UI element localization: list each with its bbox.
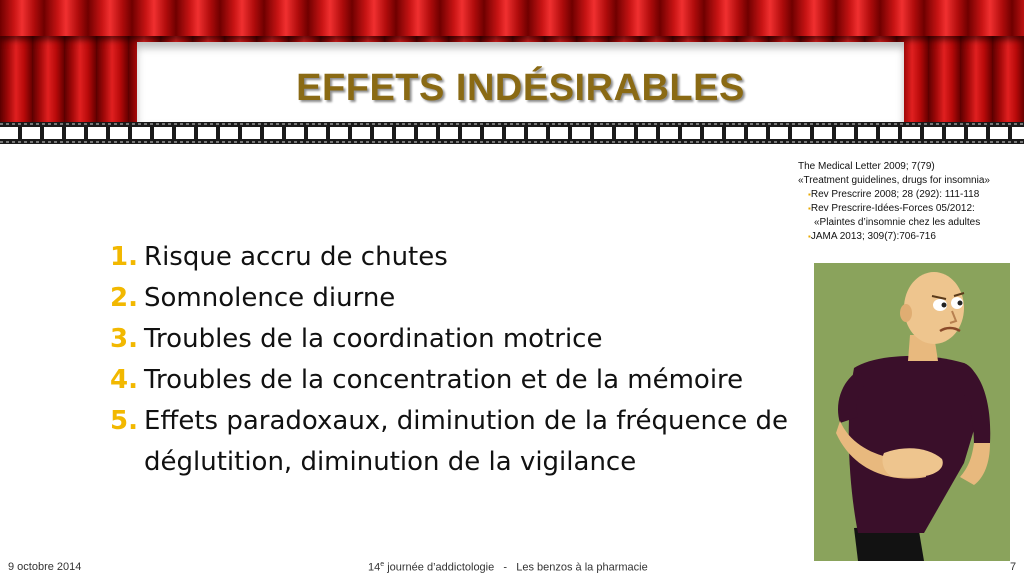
item-number: 2. [110, 283, 138, 313]
side-effects-list [100, 237, 800, 483]
title-panel [137, 42, 904, 122]
reference-line: ▪Rev Prescrire-Idées-Forces 05/2012: [808, 203, 975, 214]
item-number: 3. [110, 324, 138, 354]
sick-man-icon [814, 263, 1010, 561]
list-item [100, 237, 800, 278]
list-item [100, 360, 800, 401]
item-text: Risque accru de chutes [144, 242, 448, 272]
item-text: Troubles de la concentration et de la mémoire [144, 365, 744, 395]
bullet-icon: ▪ [808, 204, 811, 213]
footer-date: 9 octobre 2014 [8, 561, 82, 573]
reference-line: ▪JAMA 2013; 309(7):706-716 [808, 231, 936, 242]
reference-line: The Medical Letter 2009; 7(79) [798, 161, 935, 172]
reference-line: «Treatment guidelines, drugs for insomnia» [798, 175, 990, 186]
list-item [100, 319, 800, 360]
footer-event: 14e journée d’addictologie - Les benzos à la pharmacie [368, 561, 648, 574]
references [798, 160, 1020, 244]
page-number: 7 [1010, 561, 1017, 573]
item-number: 5. [110, 406, 138, 436]
bullet-icon: ▪ [808, 190, 811, 199]
item-text: Effets paradoxaux, diminution de la fréquence de déglutition, diminution de la vigilance [144, 406, 788, 477]
bullet-icon: ▪ [808, 232, 811, 241]
sick-man-illustration [814, 263, 1010, 561]
item-text: Troubles de la coordination motrice [144, 324, 603, 354]
list-item [100, 278, 800, 319]
film-strip-divider [0, 122, 1024, 144]
slide-title: EFFETS INDÉSIRABLES [296, 66, 745, 109]
curtain-valance [0, 0, 1024, 36]
item-number: 1. [110, 242, 138, 272]
item-number: 4. [110, 365, 138, 395]
list-item [100, 401, 800, 483]
reference-line: «Plaintes d’insomnie chez les adultes [814, 217, 981, 228]
reference-line: ▪Rev Prescrire 2008; 28 (292): 111-118 [808, 189, 980, 200]
item-text: Somnolence diurne [144, 283, 396, 313]
